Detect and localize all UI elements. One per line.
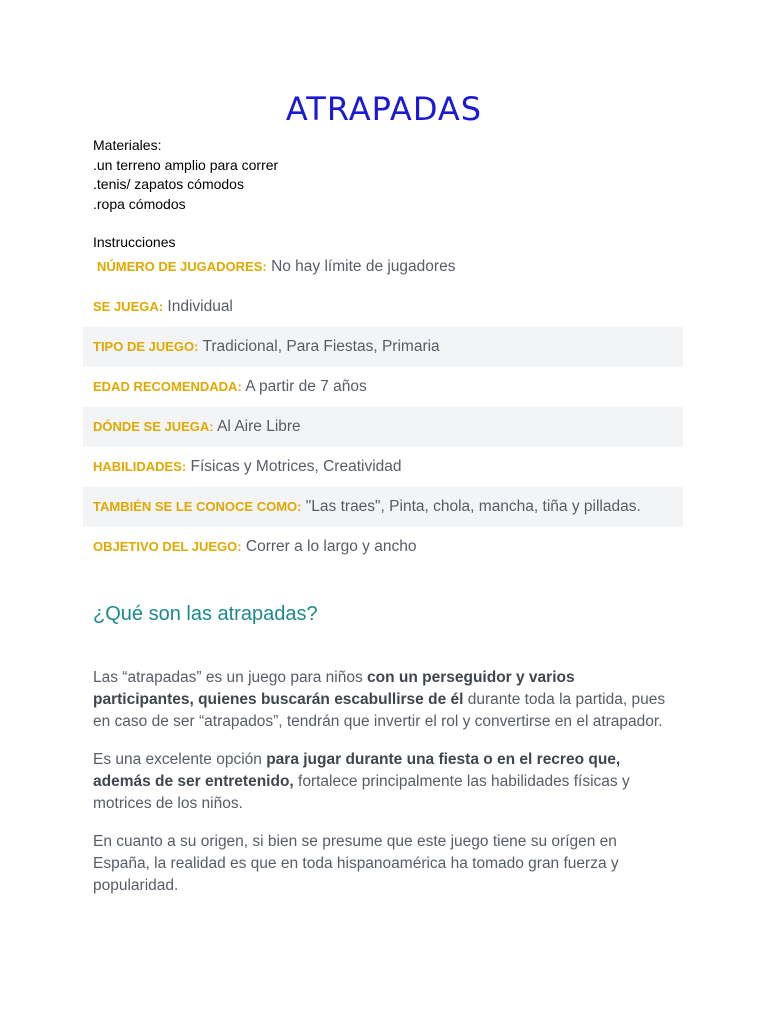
- fact-value: A partir de 7 años: [245, 378, 367, 395]
- paragraph-text: En cuanto a su origen, si bien se presume que este juego tiene su orígen en España, la realidad es que en toda hispanoamérica ha tomado gran fuerza y popularidad.: [93, 833, 619, 894]
- fact-key: NÚMERO DE JUGADORES:: [97, 259, 267, 274]
- fact-row-players: [83, 256, 683, 287]
- page-title: ATRAPADAS: [285, 90, 483, 128]
- paragraph: [93, 749, 673, 815]
- fact-row-objective: [83, 527, 683, 567]
- instructions-heading: Instrucciones: [93, 234, 176, 250]
- fact-value: Individual: [167, 298, 233, 315]
- fact-row-type: [83, 327, 683, 367]
- fact-row-mode: [83, 287, 683, 327]
- materials-item: .ropa cómodos: [93, 195, 186, 212]
- fact-key: EDAD RECOMENDADA:: [93, 379, 242, 394]
- paragraph-text: durante toda la partida, pues en caso de ser “atrapados”, tendrán que invertir el rol y convertirse en el atrapador.: [93, 691, 666, 730]
- materials-heading: Materiales:: [93, 137, 162, 153]
- paragraph-text: Es una excelente opción: [93, 751, 267, 768]
- paragraph: [93, 831, 673, 897]
- fact-key: TAMBIÉN SE LE CONOCE COMO:: [93, 499, 302, 514]
- fact-value: Tradicional, Para Fiestas, Primaria: [202, 338, 440, 355]
- fact-key: OBJETIVO DEL JUEGO:: [93, 539, 242, 554]
- fact-value: Físicas y Motrices, Creatividad: [190, 458, 402, 475]
- fact-value: "Las traes", Pinta, chola, mancha, tiña y pilladas.: [305, 498, 641, 515]
- paragraph-text: fortalece principalmente las habilidades físicas y motrices de los niños.: [93, 773, 630, 812]
- fact-key: HABILIDADES:: [93, 459, 187, 474]
- article-body: [93, 667, 673, 913]
- materials-item: .tenis/ zapatos cómodos: [93, 176, 244, 193]
- materials-list: [93, 136, 278, 214]
- paragraph: [93, 667, 673, 733]
- fact-key: SE JUEGA:: [93, 299, 164, 314]
- game-facts-table: [83, 256, 683, 567]
- fact-value: No hay límite de jugadores: [271, 258, 456, 275]
- fact-key: TIPO DE JUEGO:: [93, 339, 199, 354]
- paragraph-emphasis: con un perseguidor y varios participantes, quienes buscarán escabullirse de él: [93, 669, 575, 708]
- fact-row-age: [83, 367, 683, 407]
- paragraph-emphasis: para jugar durante una fiesta o en el recreo que, además de ser entretenido,: [93, 751, 621, 790]
- fact-row-location: [83, 407, 683, 447]
- fact-row-aliases: [83, 487, 683, 527]
- fact-key: DÓNDE SE JUEGA:: [93, 419, 214, 434]
- paragraph-text: Las “atrapadas” es un juego para niños: [93, 669, 368, 686]
- section-heading: ¿Qué son las atrapadas?: [93, 603, 318, 625]
- fact-value: Correr a lo largo y ancho: [245, 538, 417, 555]
- fact-value: Al Aire Libre: [217, 418, 301, 435]
- fact-row-skills: [83, 447, 683, 487]
- materials-item: .un terreno amplio para correr: [93, 156, 279, 173]
